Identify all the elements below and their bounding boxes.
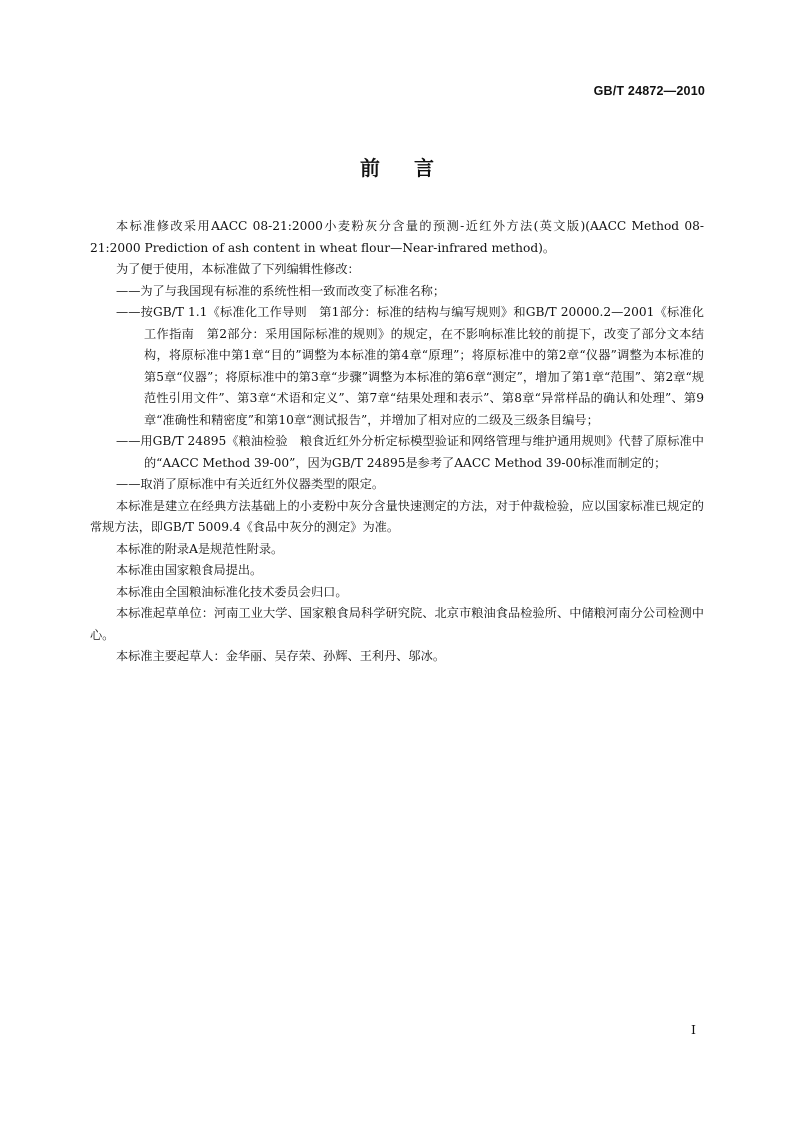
paragraph-arbitration: 本标准是建立在经典方法基础上的小麦粉中灰分含量快速测定的方法，对于仲裁检验，应以国家标准已规定的常规方法，即GB/T 5009.4《食品中灰分的测定》为准。 — [90, 498, 704, 534]
foreword-body — [90, 216, 704, 668]
page-title: 前言 — [360, 156, 468, 180]
paragraph-proposer: 本标准由国家粮食局提出。 — [116, 563, 263, 577]
paragraph-committee: 本标准由全国粮油标准化技术委员会归口。 — [116, 584, 348, 599]
list-item-restructure: ——按GB/T 1.1《标准化工作导则 第1部分：标准的结构与编写规则》和GB/T 20000.2—2001《标准化工作指南 第2部分：采用国际标准的规则》的规定，在不影响标准比较的前提下，改变了部分文本结构，将原标准中第1章“目的”调整为本标准的第4章“原理”；将原标准中的第2章“仪器”调整为本标准的第5章“仪器”；将原标准中的第3章“步骤”调整为本标准的第6章“测定”，增加了第1章“范围”、第2章“规范性引用文件”、第3章“术语和定义”、第7章“结果处理和表示”、第8章“异常样品的确认和处理”、第9章“准确性和精密度”和第10章“测试报告”，并增加了相对应的二级及三级条目编号； — [116, 305, 704, 427]
paragraph-adoption: 本标准修改采用AACC 08-21:2000小麦粉灰分含量的预测-近红外方法(英文版)(AACC Method 08-21:2000 Prediction of ash content in wheat flour—Near-infrared method)。 — [90, 219, 704, 255]
paragraph-drafting-units: 本标准起草单位：河南工业大学、国家粮食局科学研究院、北京市粮油食品检验所、中储粮河南分公司检测中心。 — [90, 606, 704, 642]
paragraph-edits-intro: 为了便于使用，本标准做了下列编辑性修改： — [116, 262, 360, 276]
page-number: I — [691, 1022, 696, 1037]
list-item-rename: ——为了与我国现有标准的系统性相一致而改变了标准名称； — [116, 283, 446, 298]
paragraph-drafters: 本标准主要起草人：金华丽、吴存荣、孙辉、王利丹、邬冰。 — [116, 649, 446, 663]
list-item-replace-reference: ——用GB/T 24895《粮油检验 粮食近红外分析定标模型验证和网络管理与维护通用规则》代替了原标准中的“AACC Method 39-00”，因为GB/T 24895是参考了AACC Method 39-00标准而制定的； — [116, 434, 704, 470]
standard-code: GB/T 24872—2010 — [593, 84, 705, 98]
paragraph-annex: 本标准的附录A是规范性附录。 — [116, 541, 284, 556]
list-item-remove-restriction: ——取消了原标准中有关近红外仪器类型的限定。 — [116, 477, 385, 491]
